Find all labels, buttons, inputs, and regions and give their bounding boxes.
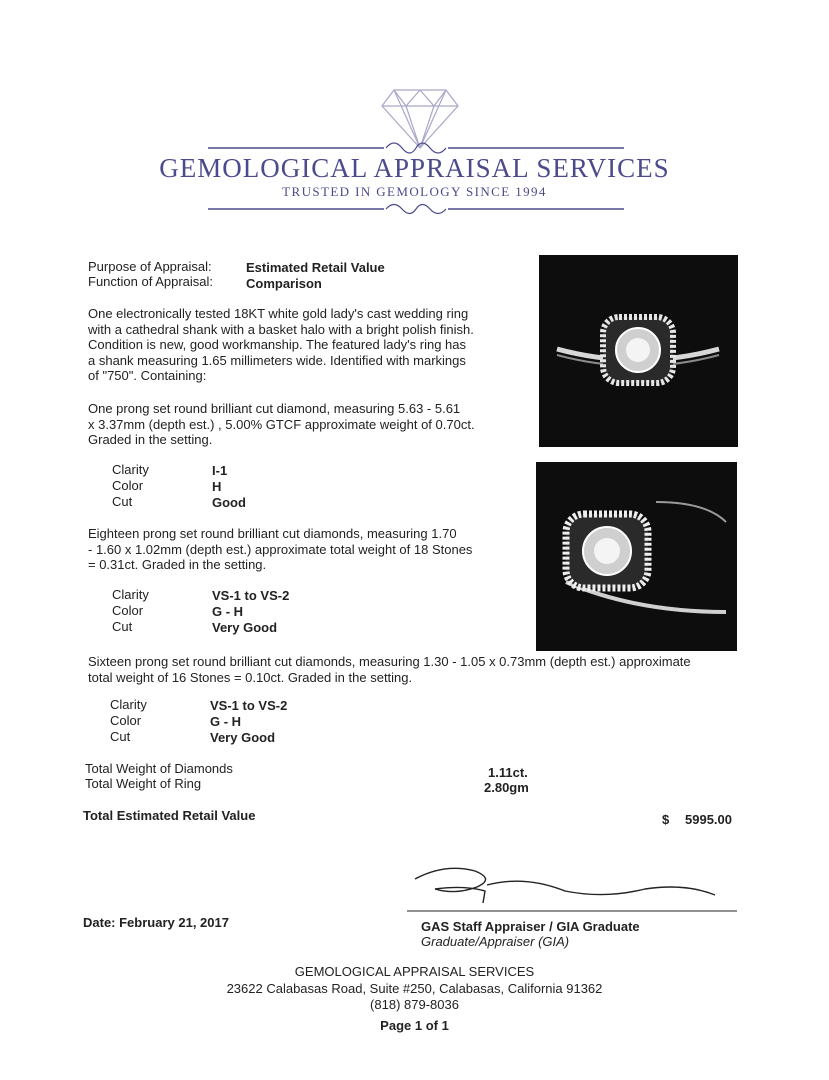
total-ring-label: Total Weight of Ring — [85, 776, 202, 791]
stone1-cut-label: Cut — [112, 494, 133, 509]
page-number: Page 1 of 1 — [380, 1018, 449, 1033]
description-line: of "750". Containing: — [88, 368, 207, 383]
description-line: One electronically tested 18KT white gold lady's cast wedding ring — [88, 306, 469, 321]
function-label: Function of Appraisal: — [88, 274, 214, 289]
stone2-clarity-label: Clarity — [112, 587, 149, 602]
stone2-color: G - H — [212, 604, 244, 619]
stone2-line: Eighteen prong set round brilliant cut diamonds, measuring 1.70 — [88, 526, 457, 541]
stone2-color-label: Color — [112, 603, 144, 618]
stone1-description — [88, 401, 475, 448]
stone3-cut: Very Good — [210, 730, 276, 745]
stone2-line: = 0.31ct. Graded in the setting. — [88, 557, 267, 572]
currency-symbol: $ — [662, 812, 670, 827]
bottom-flourish-icon — [206, 200, 626, 220]
total-retail-label: Total Estimated Retail Value — [83, 808, 256, 823]
footer-company: GEMOLOGICAL APPRAISAL SERVICES — [294, 964, 535, 979]
stone3-cut-label: Cut — [110, 729, 131, 744]
stone1-color-label: Color — [112, 478, 144, 493]
purpose-label: Purpose of Appraisal: — [88, 259, 212, 274]
appraiser-title: GAS Staff Appraiser / GIA Graduate — [421, 919, 640, 934]
stone1-cut: Good — [212, 495, 246, 510]
stone1-line: Graded in the setting. — [88, 432, 213, 447]
stone1-line: One prong set round brilliant cut diamond, measuring 5.63 - 5.61 — [88, 401, 461, 416]
total-diamonds-label: Total Weight of Diamonds — [85, 761, 233, 776]
stone3-description — [88, 654, 691, 685]
stone3-clarity: VS-1 to VS-2 — [210, 698, 288, 713]
footer-phone: (818) 879-8036 — [370, 997, 459, 1012]
total-diamonds-value: 1.11ct. — [488, 765, 528, 780]
total-ring-value: 2.80gm — [484, 780, 529, 795]
ring-front-icon — [539, 255, 738, 447]
company-name: GEMOLOGICAL APPRAISAL SERVICES — [159, 153, 670, 183]
appraiser-signature — [405, 855, 740, 915]
footer-address: 23622 Calabasas Road, Suite #250, Calabasas, California 91362 — [226, 981, 603, 996]
total-retail-value: 5995.00 — [685, 812, 732, 827]
stone1-clarity-label: Clarity — [112, 462, 149, 477]
stone1-line: x 3.37mm (depth est.) , 5.00% GTCF approximate weight of 0.70ct. — [88, 416, 475, 432]
appraiser-subtitle: Graduate/Appraiser (GIA) — [421, 934, 570, 949]
stone1-color: H — [212, 479, 222, 494]
stone3-line: Sixteen prong set round brilliant cut diamonds, measuring 1.30 - 1.05 x 0.73mm (depth est.) approximate — [88, 654, 691, 669]
ring-angle-icon — [536, 462, 737, 651]
ring-description — [88, 306, 474, 384]
description-line: with a cathedral shank with a basket halo with a bright polish finish. — [88, 321, 474, 337]
ring-photo-angle — [536, 462, 737, 651]
stone3-color-label: Color — [110, 713, 142, 728]
stone2-line: - 1.60 x 1.02mm (depth est.) approximate total weight of 18 Stones — [88, 541, 473, 557]
description-line: a shank measuring 1.65 millimeters wide. Identified with markings — [88, 352, 466, 368]
stone1-clarity: I-1 — [212, 463, 228, 478]
description-line: Condition is new, good workmanship. The featured lady's ring has — [88, 337, 467, 352]
company-tagline: TRUSTED IN GEMOLOGY SINCE 1994 — [282, 184, 547, 199]
purpose-value: Estimated Retail Value — [246, 260, 385, 275]
stone2-cut: Very Good — [212, 620, 278, 635]
appraisal-date: Date: February 21, 2017 — [83, 915, 229, 930]
stone2-clarity: VS-1 to VS-2 — [212, 588, 290, 603]
stone2-description — [88, 526, 472, 573]
stone2-cut-label: Cut — [112, 619, 133, 634]
ring-photo-front — [539, 255, 738, 447]
function-value: Comparison — [246, 276, 322, 291]
stone3-color: G - H — [210, 714, 242, 729]
stone3-line: total weight of 16 Stones = 0.10ct. Graded in the setting. — [88, 669, 413, 685]
stone3-clarity-label: Clarity — [110, 697, 147, 712]
